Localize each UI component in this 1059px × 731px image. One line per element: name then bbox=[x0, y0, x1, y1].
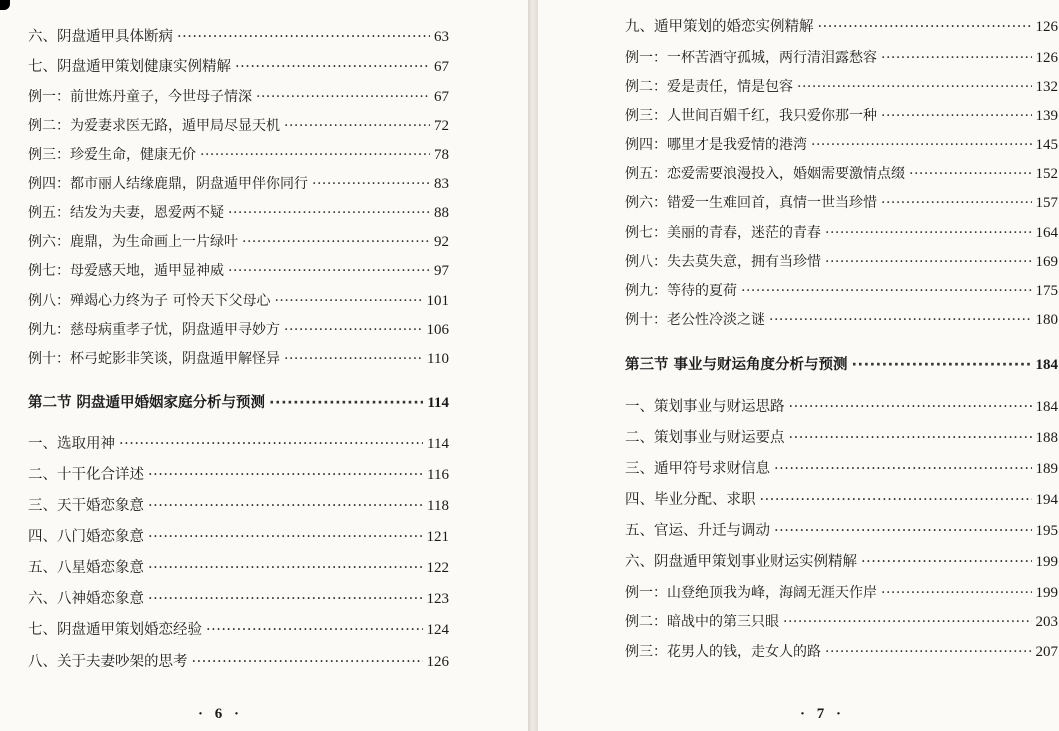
entry-page-number: 189 bbox=[1035, 461, 1058, 477]
leader-dots bbox=[119, 433, 423, 455]
book-spine bbox=[528, 0, 538, 731]
entry-title: 例十：老公性冷淡之谜 bbox=[625, 312, 765, 328]
entry-title: 九、遁甲策划的婚恋实例精解 bbox=[625, 19, 814, 35]
toc-entry bbox=[625, 427, 1058, 449]
leader-dots bbox=[797, 76, 1032, 98]
entry-title: 例二：为爱妻求医无路，遁甲局尽显天机 bbox=[28, 118, 280, 134]
toc-entry bbox=[625, 520, 1058, 542]
toc-entry bbox=[625, 309, 1058, 331]
toc-entry bbox=[625, 582, 1058, 604]
page-number: · 7 · bbox=[800, 706, 846, 722]
entry-page-number: 78 bbox=[434, 147, 449, 163]
leader-dots bbox=[192, 651, 423, 673]
entry-page-number: 124 bbox=[426, 622, 449, 638]
entry-page-number: 195 bbox=[1035, 523, 1058, 539]
entry-title: 例六：错爱一生难回首，真情一世当珍惜 bbox=[625, 195, 877, 211]
entry-page-number: 114 bbox=[427, 395, 449, 411]
entry-title: 例八：失去莫失意，拥有当珍惜 bbox=[625, 254, 821, 270]
entry-title: 例二：爱是责任，情是包容 bbox=[625, 79, 793, 95]
toc-entry bbox=[28, 144, 449, 166]
leader-dots bbox=[206, 619, 423, 641]
toc-entry bbox=[28, 56, 449, 78]
entry-title: 五、官运、升迁与调动 bbox=[625, 523, 770, 539]
leader-dots bbox=[228, 202, 430, 224]
leader-dots bbox=[818, 16, 1032, 38]
leader-dots bbox=[825, 641, 1032, 663]
toc-entry bbox=[28, 348, 449, 370]
leader-dots bbox=[284, 348, 423, 370]
entry-title: 七、阴盘遁甲策划婚恋经验 bbox=[28, 622, 202, 638]
leader-dots bbox=[200, 144, 430, 166]
entry-page-number: 72 bbox=[434, 118, 449, 134]
toc-entry bbox=[625, 458, 1058, 480]
leader-dots bbox=[825, 222, 1032, 244]
entry-title: 四、八门婚恋象意 bbox=[28, 529, 144, 545]
entry-title: 例五：恋爱需要浪漫投入，婚姻需要激情点缀 bbox=[625, 166, 905, 182]
entry-title: 五、八星婚恋象意 bbox=[28, 560, 144, 576]
entry-title: 例八：殚竭心力终为子 可怜天下父母心 bbox=[28, 293, 271, 309]
entry-page-number: 157 bbox=[1035, 195, 1058, 211]
entry-page-number: 118 bbox=[427, 498, 449, 514]
leader-dots bbox=[774, 458, 1032, 480]
entry-page-number: 175 bbox=[1035, 283, 1058, 299]
leader-dots bbox=[774, 520, 1032, 542]
leader-dots bbox=[148, 588, 423, 610]
toc-entry bbox=[625, 163, 1058, 185]
entry-title: 例四：哪里才是我爱情的港湾 bbox=[625, 137, 807, 153]
entry-page-number: 92 bbox=[434, 234, 449, 250]
left-page bbox=[0, 0, 528, 731]
entry-title: 二、十干化合详述 bbox=[28, 467, 144, 483]
toc-entry bbox=[28, 619, 449, 641]
entry-title: 例五：结发为夫妻，恩爱两不疑 bbox=[28, 205, 224, 221]
leader-dots bbox=[783, 611, 1032, 633]
toc-entry bbox=[625, 222, 1058, 244]
leader-dots bbox=[242, 231, 430, 253]
leader-dots bbox=[852, 354, 1032, 376]
entry-page-number: 123 bbox=[426, 591, 449, 607]
leader-dots bbox=[909, 163, 1032, 185]
toc-entry bbox=[28, 26, 449, 48]
entry-title: 例三：人世间百媚千红，我只爱你那一种 bbox=[625, 108, 877, 124]
toc-entry bbox=[625, 76, 1058, 98]
toc-entry bbox=[28, 464, 449, 486]
leader-dots bbox=[881, 47, 1032, 69]
entry-page-number: 180 bbox=[1035, 312, 1058, 328]
entry-title: 六、阴盘遁甲具体断病 bbox=[28, 29, 173, 45]
toc-entry bbox=[625, 105, 1058, 127]
entry-page-number: 63 bbox=[434, 29, 449, 45]
leader-dots bbox=[256, 86, 430, 108]
entry-page-number: 121 bbox=[426, 529, 449, 545]
entry-page-number: 114 bbox=[427, 436, 449, 452]
toc-entry bbox=[28, 115, 449, 137]
entry-title: 例一：山登绝顶我为峰，海阔无涯天作岸 bbox=[625, 585, 877, 601]
entry-page-number: 164 bbox=[1035, 225, 1058, 241]
toc-entry bbox=[625, 280, 1058, 302]
entry-title: 一、选取用神 bbox=[28, 436, 115, 452]
toc-entry bbox=[28, 173, 449, 195]
entry-title: 例二：暗战中的第三只眼 bbox=[625, 614, 779, 630]
entry-page-number: 83 bbox=[434, 176, 449, 192]
section-heading-row bbox=[625, 354, 1058, 376]
leader-dots bbox=[881, 192, 1032, 214]
entry-page-number: 184 bbox=[1035, 357, 1058, 373]
entry-page-number: 194 bbox=[1035, 492, 1058, 508]
leader-dots bbox=[269, 392, 423, 414]
entry-page-number: 169 bbox=[1035, 254, 1058, 270]
entry-title: 例一：一杯苦酒守孤城，两行清泪露愁容 bbox=[625, 50, 877, 66]
entry-page-number: 67 bbox=[434, 89, 449, 105]
toc-entry bbox=[28, 202, 449, 224]
entry-page-number: 132 bbox=[1035, 79, 1058, 95]
toc-entry bbox=[28, 557, 449, 579]
entry-page-number: 126 bbox=[1035, 19, 1058, 35]
entry-title: 第二节 阴盘遁甲婚姻家庭分析与预测 bbox=[28, 395, 266, 411]
entry-title: 三、天干婚恋象意 bbox=[28, 498, 144, 514]
entry-page-number: 88 bbox=[434, 205, 449, 221]
toc-entry bbox=[28, 433, 449, 455]
toc-entry bbox=[625, 251, 1058, 273]
toc-entry bbox=[625, 489, 1058, 511]
leader-dots bbox=[148, 557, 423, 579]
entry-title: 八、关于夫妻吵架的思考 bbox=[28, 654, 188, 670]
entry-page-number: 152 bbox=[1035, 166, 1058, 182]
leader-dots bbox=[284, 115, 430, 137]
toc-entry bbox=[28, 651, 449, 673]
toc-entry bbox=[28, 495, 449, 517]
entry-title: 一、策划事业与财运思路 bbox=[625, 399, 785, 415]
section-heading-row bbox=[28, 392, 449, 414]
entry-page-number: 97 bbox=[434, 263, 449, 279]
leader-dots bbox=[881, 582, 1032, 604]
leader-dots bbox=[228, 260, 430, 282]
entry-title: 例九：慈母病重孝子忧，阴盘遁甲寻妙方 bbox=[28, 322, 280, 338]
toc-entry bbox=[28, 86, 449, 108]
entry-page-number: 101 bbox=[426, 293, 449, 309]
toc-entry bbox=[28, 588, 449, 610]
entry-page-number: 203 bbox=[1035, 614, 1058, 630]
leader-dots bbox=[235, 56, 430, 78]
leader-dots bbox=[312, 173, 430, 195]
entry-page-number: 207 bbox=[1035, 644, 1058, 660]
leader-dots bbox=[825, 251, 1032, 273]
entry-title: 六、八神婚恋象意 bbox=[28, 591, 144, 607]
toc-entry bbox=[625, 551, 1058, 573]
entry-page-number: 126 bbox=[1035, 50, 1058, 66]
entry-title: 例四：都市丽人结缘鹿鼎，阴盘遁甲伴你同行 bbox=[28, 176, 308, 192]
toc-entry bbox=[625, 396, 1058, 418]
leader-dots bbox=[789, 427, 1032, 449]
leader-dots bbox=[274, 290, 422, 312]
entry-title: 例六：鹿鼎，为生命画上一片绿叶 bbox=[28, 234, 238, 250]
entry-page-number: 106 bbox=[426, 322, 449, 338]
leader-dots bbox=[861, 551, 1032, 573]
entry-page-number: 122 bbox=[426, 560, 449, 576]
leader-dots bbox=[881, 105, 1032, 127]
entry-title: 二、策划事业与财运要点 bbox=[625, 430, 785, 446]
toc-entry bbox=[625, 641, 1058, 663]
leader-dots bbox=[741, 280, 1032, 302]
toc-entry bbox=[28, 260, 449, 282]
leader-dots bbox=[789, 396, 1032, 418]
entry-title: 例三：花男人的钱，走女人的路 bbox=[625, 644, 821, 660]
entry-page-number: 110 bbox=[427, 351, 449, 367]
leader-dots bbox=[148, 464, 423, 486]
leader-dots bbox=[760, 489, 1032, 511]
leader-dots bbox=[284, 319, 423, 341]
entry-title: 四、毕业分配、求职 bbox=[625, 492, 756, 508]
entry-page-number: 67 bbox=[434, 59, 449, 75]
entry-title: 七、阴盘遁甲策划健康实例精解 bbox=[28, 59, 231, 75]
leader-dots bbox=[148, 495, 423, 517]
entry-title: 六、阴盘遁甲策划事业财运实例精解 bbox=[625, 554, 857, 570]
toc-entry bbox=[625, 16, 1058, 38]
leader-dots bbox=[811, 134, 1032, 156]
toc-entry bbox=[625, 134, 1058, 156]
toc-entry bbox=[625, 192, 1058, 214]
entry-page-number: 116 bbox=[427, 467, 449, 483]
entry-title: 例一：前世炼丹童子，今世母子情深 bbox=[28, 89, 252, 105]
corner-mark bbox=[0, 0, 10, 10]
entry-title: 例九：等待的夏荷 bbox=[625, 283, 737, 299]
toc-entry bbox=[28, 231, 449, 253]
entry-title: 例十：杯弓蛇影非笑谈，阴盘遁甲解怪异 bbox=[28, 351, 280, 367]
page-number: · 6 · bbox=[198, 706, 244, 722]
toc-entry bbox=[28, 290, 449, 312]
entry-page-number: 145 bbox=[1035, 137, 1058, 153]
entry-title: 例三：珍爱生命，健康无价 bbox=[28, 147, 196, 163]
toc-entry bbox=[28, 319, 449, 341]
entry-page-number: 126 bbox=[426, 654, 449, 670]
right-page bbox=[538, 0, 1059, 731]
leader-dots bbox=[148, 526, 423, 548]
leader-dots bbox=[769, 309, 1032, 331]
toc-entry bbox=[625, 47, 1058, 69]
leader-dots bbox=[177, 26, 430, 48]
entry-page-number: 199 bbox=[1035, 585, 1058, 601]
entry-page-number: 184 bbox=[1035, 399, 1058, 415]
entry-title: 三、遁甲符号求财信息 bbox=[625, 461, 770, 477]
toc-entry bbox=[28, 526, 449, 548]
entry-page-number: 199 bbox=[1035, 554, 1058, 570]
entry-title: 第三节 事业与财运角度分析与预测 bbox=[625, 357, 848, 373]
entry-page-number: 188 bbox=[1035, 430, 1058, 446]
entry-title: 例七：母爱感天地，遁甲显神威 bbox=[28, 263, 224, 279]
entry-title: 例七：美丽的青春，迷茫的青春 bbox=[625, 225, 821, 241]
toc-entry bbox=[625, 611, 1058, 633]
entry-page-number: 139 bbox=[1035, 108, 1058, 124]
